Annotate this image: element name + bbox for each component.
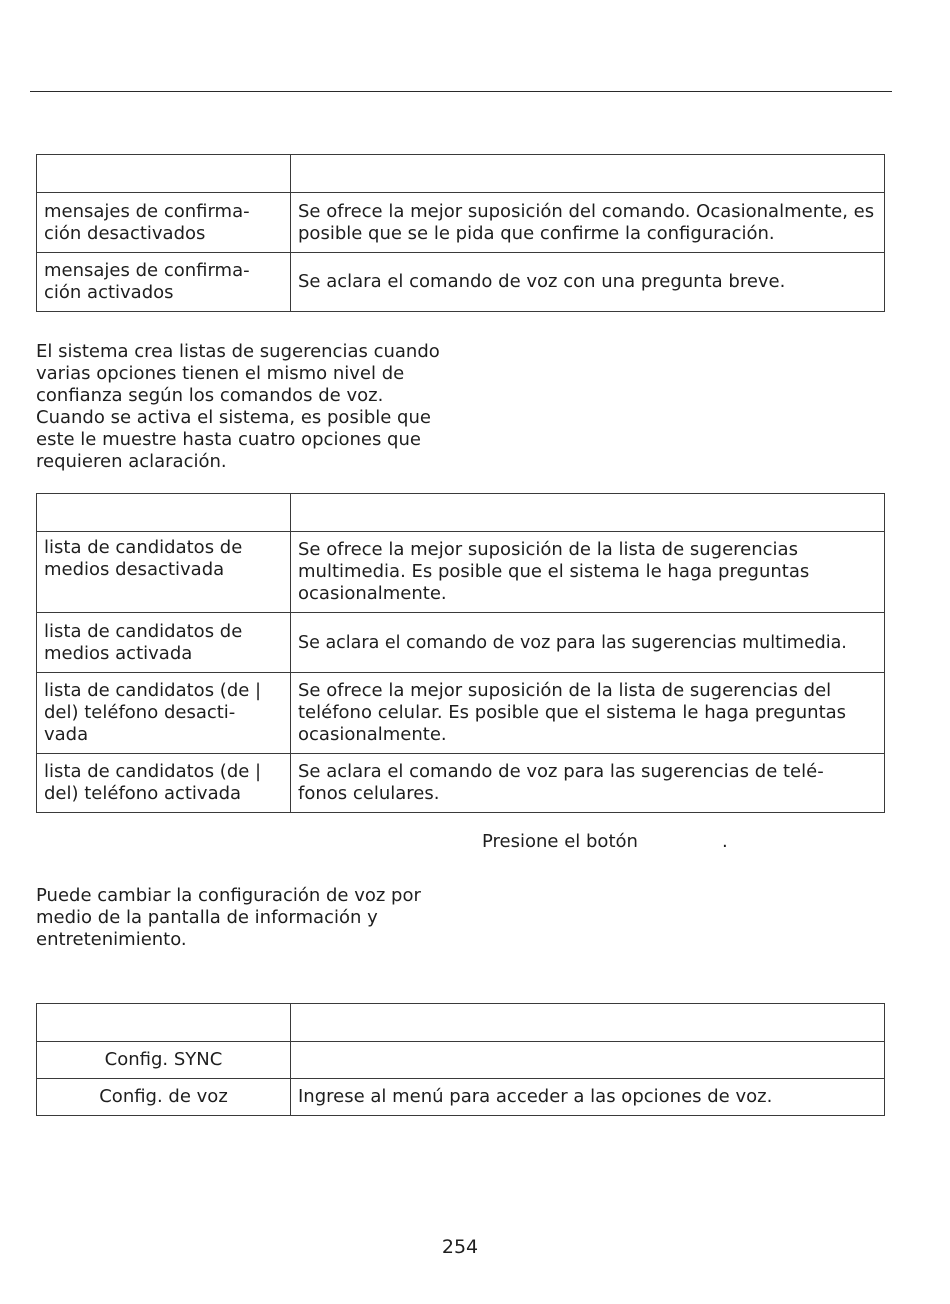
description-cell: Se aclara el comando de voz para las sugerencias multimedia. [291,613,885,673]
table-header-cell [37,1004,291,1042]
description-cell: Se aclara el comando de voz con una pregunta breve. [291,253,885,312]
description-cell: Se ofrece la mejor suposición de la lista de sugerencias multimedia. Es posible que el sistema le haga preguntas ocasionalmente. [291,532,885,613]
setting-cell: mensajes de confirma- ción desactivados [37,193,291,253]
table-header-cell [37,155,291,193]
table-row [37,754,885,813]
description-cell: Se ofrece la mejor suposición de la lista de sugerencias del teléfono celular. Es posible que el sistema le haga preguntas ocasionalmente. [291,673,885,754]
table-header-row [37,494,885,532]
table-row [37,1042,885,1079]
table-row [37,193,885,253]
table-row [37,613,885,673]
description-cell: Se aclara el comando de voz para las sugerencias de telé- fonos celulares. [291,754,885,813]
table-header-cell [291,494,885,532]
menu-item-cell: Config. de voz [37,1079,291,1116]
description-cell: Se ofrece la mejor suposición del comando. Ocasionalmente, es posible que se le pida que confirme la configuración. [291,193,885,253]
page-number: 254 [441,1236,479,1258]
press-button-text: Presione el botón [482,831,638,852]
header-rule [30,91,892,92]
candidate-lists-table [36,493,885,813]
table-header-cell [291,155,885,193]
table-header-row [37,1004,885,1042]
table-row [37,1079,885,1116]
table-header-cell [37,494,291,532]
voice-settings-paragraph: Puede cambiar la configuración de voz por medio de la pantalla de información y entretenimiento. [36,885,421,950]
table-row [37,532,885,613]
table-header-cell [291,1004,885,1042]
setting-cell: lista de candidatos (de | del) teléfono activada [37,754,291,813]
menu-items-table [36,1003,885,1116]
action-cell [291,1042,885,1079]
table-row [37,253,885,312]
suggestion-lists-paragraph: El sistema crea listas de sugerencias cuando varias opciones tienen el mismo nivel de confianza según los comandos de voz. Cuando se activa el sistema, es posible que este le muestre hasta cuatro opciones que requieren aclaración. [36,341,440,472]
action-cell: Ingrese al menú para acceder a las opciones de voz. [291,1079,885,1116]
setting-cell: lista de candidatos de medios desactivada [37,532,291,613]
menu-item-cell: Config. SYNC [37,1042,291,1079]
table-row [37,673,885,754]
setting-cell: mensajes de confirma- ción activados [37,253,291,312]
table-header-row [37,155,885,193]
press-button-period: . [722,831,728,852]
setting-cell: lista de candidatos (de | del) teléfono desacti- vada [37,673,291,754]
setting-cell: lista de candidatos de medios activada [37,613,291,673]
confirmation-prompts-table [36,154,885,312]
